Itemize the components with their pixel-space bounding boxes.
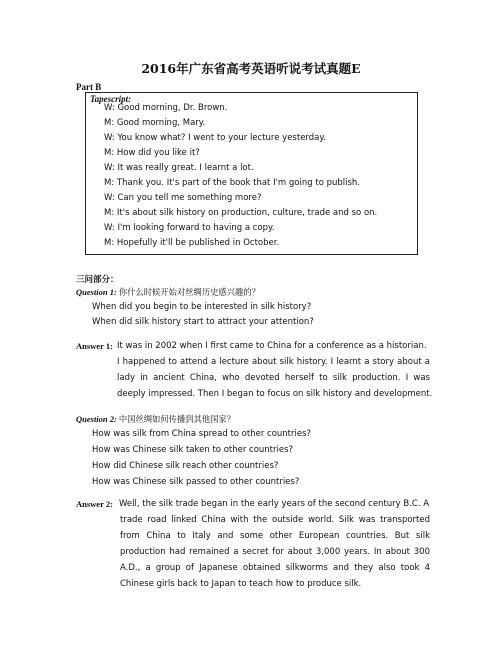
tapescript-line: W: I'm looking forward to having a copy. (104, 223, 275, 233)
answer-2-line: Chinese girls back to Japan to teach how to produce silk. (120, 579, 362, 589)
part-b-label: Part B (76, 82, 102, 92)
answer-1-line: deeply impressed. Then I began to focus on silk history and development. (117, 389, 433, 399)
tapescript-line: W: Good morning, Dr. Brown. (104, 103, 228, 113)
question-1 (76, 286, 260, 298)
question-1-variant: When did silk history start to attract your attention? (92, 317, 314, 327)
answer-2-line: trade road linked China with the outside world. Silk was transported (120, 515, 430, 525)
tapescript-line: W: It was really great. I learnt a lot. (104, 163, 254, 173)
answer-1-line: I happened to attend a lecture about silk history. I learnt a story about a (117, 357, 430, 367)
answer-1-line: It was in 2002 when I first came to China for a conference as a historian. (117, 341, 427, 351)
question-2-variant: How was Chinese silk passed to other countries? (92, 477, 300, 487)
tapescript-box (85, 92, 418, 255)
question-2-variant: How was silk from China spread to other countries? (92, 429, 312, 439)
question-2-variant: How was Chinese silk taken to other countries? (92, 445, 294, 455)
tapescript-line: W: You know what? I went to your lecture yesterday. (104, 133, 326, 143)
question-1-chinese: 你什么时候开始对丝绸历史感兴趣的？ (118, 287, 260, 297)
tapescript-line: M: Thank you. It's part of the book that I'm going to publish. (104, 178, 361, 188)
answer-2-line: A.D., a group of Japanese obtained silkworms and they also took 4 (120, 563, 430, 573)
answer-2-line: Well, the silk trade began in the early years of the second century B.C. A (119, 499, 430, 509)
answer-2-line: production had remained a secret for about 3,000 years. In about 300 (120, 547, 430, 557)
answer-2-line: from China to Italy and some other European countries. But silk (120, 531, 430, 541)
question-2-label: Question 2: (76, 414, 117, 424)
page-title: 2016年广东省高考英语听说考试真题E (141, 61, 361, 76)
section-heading: 三问部分： (76, 275, 119, 285)
tapescript-line: M: Hopefully it'll be published in October. (104, 238, 280, 248)
question-2 (76, 413, 235, 425)
question-1-label: Question 1: (76, 287, 117, 297)
question-2-variant: How did Chinese silk reach other countries? (92, 461, 279, 471)
tapescript-line: M: Good morning, Mary. (104, 118, 206, 128)
answer-1-line: lady in ancient China, who devoted herself to silk production. I was (117, 373, 430, 383)
question-2-chinese: 中国丝绸如何传播到其他国家？ (118, 414, 236, 424)
tapescript-line: W: Can you tell me something more? (104, 193, 262, 203)
tapescript-label: Tapescript: (90, 94, 132, 104)
answer-1-label: Answer 1: (76, 341, 113, 351)
tapescript-line: M: It's about silk history on production, culture, trade and so on. (104, 208, 378, 218)
question-1-variant: When did you begin to be interested in silk history? (92, 302, 312, 312)
tapescript-line: M: How did you like it? (104, 148, 200, 158)
answer-2-label: Answer 2: (76, 499, 113, 509)
